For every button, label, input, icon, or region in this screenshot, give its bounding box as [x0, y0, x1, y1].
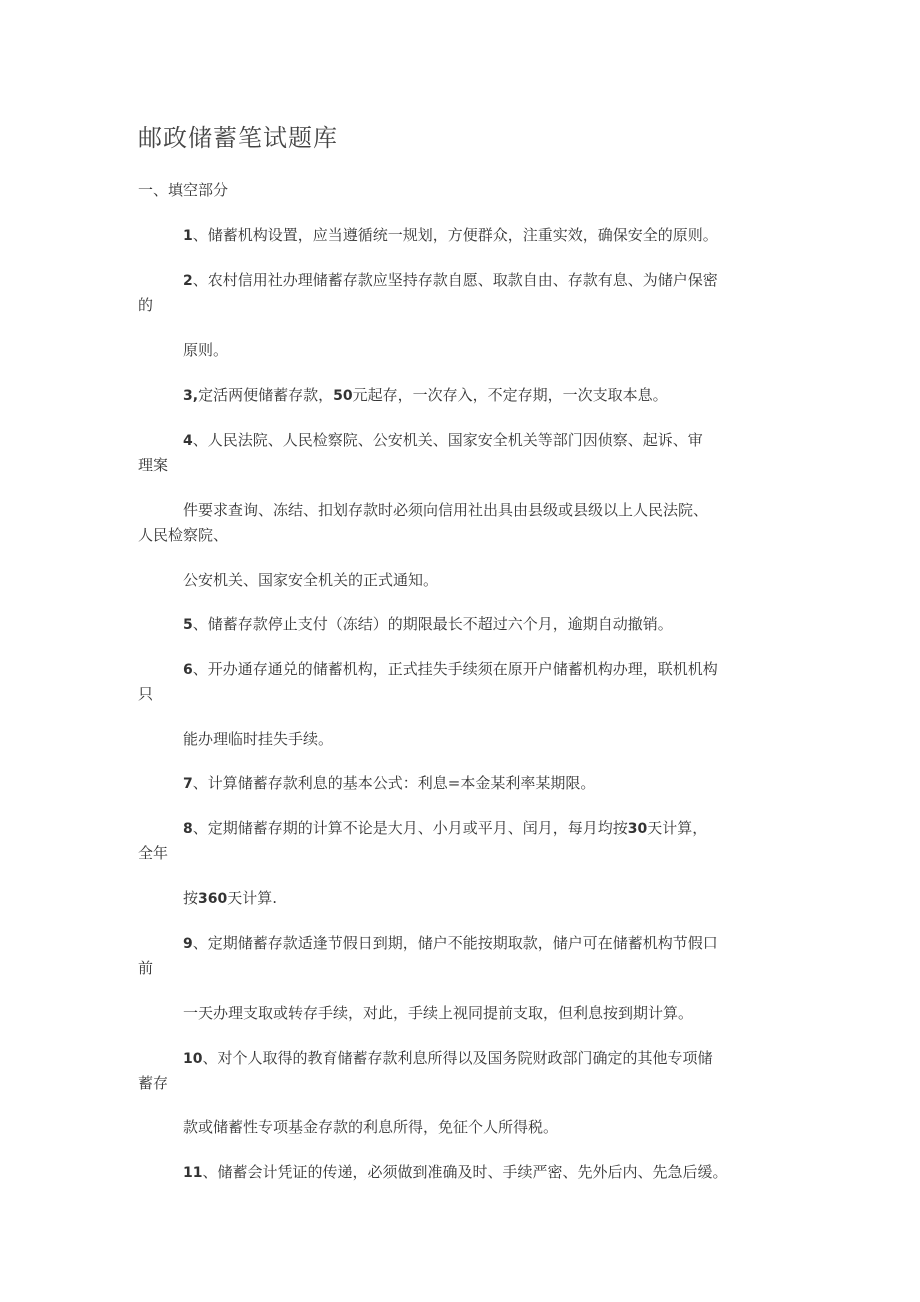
item-number: 11: [183, 1165, 203, 1181]
list-item-continuation: 件要求查询、冻结、扣划存款时必须向信用社出具由县级或县级以上人民法院、: [183, 501, 709, 519]
list-item: 3,定活两便储蓄存款，50元起存，一次存入，不定存期，一次支取本息。: [183, 386, 668, 404]
list-item: 11、储蓄会计凭证的传递，必须做到准确及时、手续严密、先外后内、先急后缓。: [183, 1163, 728, 1181]
item-number: 5: [183, 617, 193, 633]
list-item: 6、开办通存通兑的储蓄机构，正式挂失手续须在原开户储蓄机构办理，联机机构: [183, 660, 718, 678]
item-number: 2: [183, 273, 193, 289]
list-item-continuation: 一天办理支取或转存手续，对此，手续上视同提前支取，但利息按到期计算。: [183, 1004, 694, 1022]
item-number: 1: [183, 228, 193, 244]
list-item-continuation: 理案: [138, 456, 169, 474]
list-item-continuation: 的: [138, 296, 154, 314]
list-item: 1、储蓄机构设置，应当遵循统一规划，方便群众，注重实效，确保安全的原则。: [183, 226, 718, 244]
list-item-continuation: 公安机关、国家安全机关的正式通知。: [183, 571, 439, 589]
item-number: 3: [183, 388, 193, 404]
page-title: 邮政储蓄笔试题库: [138, 124, 338, 152]
list-item-continuation: 蓄存: [138, 1074, 169, 1092]
list-item: 9、定期储蓄存款适逢节假日到期，储户不能按期取款，储户可在储蓄机构节假口: [183, 934, 718, 952]
list-item-continuation: 前: [138, 959, 154, 977]
section-heading: 一、填空部分: [138, 181, 229, 199]
list-item-continuation: 全年: [138, 844, 169, 862]
list-item: 7、计算储蓄存款利息的基本公式：利息=本金某利率某期限。: [183, 774, 596, 792]
item-number: 4: [183, 433, 193, 449]
list-item-continuation: 按360天计算.: [183, 889, 278, 907]
list-item-continuation: 款或储蓄性专项基金存款的利息所得，免征个人所得税。: [183, 1118, 559, 1136]
item-number: 6: [183, 662, 193, 678]
list-item: 5、储蓄存款停止支付（冻结）的期限最长不超过六个月，逾期自动撤销。: [183, 615, 673, 633]
list-item: 4、人民法院、人民检察院、公安机关、国家安全机关等部门因侦察、起诉、审: [183, 431, 703, 449]
item-number: 8: [183, 821, 193, 837]
list-item-continuation: 人民检察院、: [138, 526, 229, 544]
item-number: 7: [183, 776, 193, 792]
list-item: 2、农村信用社办理储蓄存款应坚持存款自愿、取款自由、存款有息、为储户保密: [183, 271, 718, 289]
list-item-continuation: 能办理临时挂失手续。: [183, 730, 334, 748]
item-number: 10: [183, 1051, 203, 1067]
list-item: 8、定期储蓄存期的计算不论是大月、小月或平月、闰月，每月均按30天计算，: [183, 819, 708, 837]
item-number: 9: [183, 936, 193, 952]
list-item-continuation: 原则。: [183, 341, 229, 359]
list-item: 10、对个人取得的教育储蓄存款利息所得以及国务院财政部门确定的其他专项储: [183, 1049, 713, 1067]
list-item-continuation: 只: [138, 685, 154, 703]
